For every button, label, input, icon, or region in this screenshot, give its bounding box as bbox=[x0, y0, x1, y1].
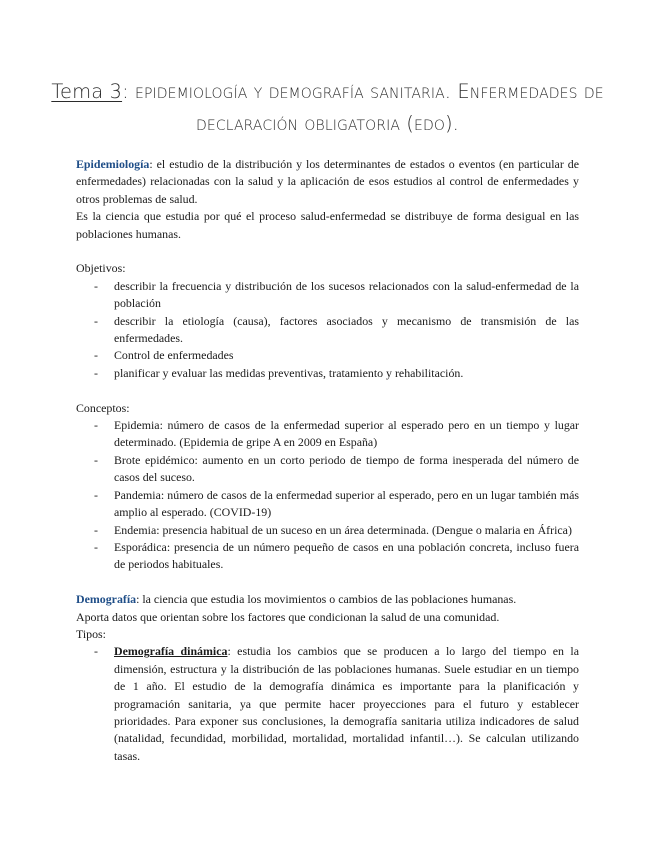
title-rest: : epidemiología y demografía sanitaria. Enfermedades de declaración obligatoria (edo). bbox=[122, 80, 604, 135]
demografia-definition-text: : la ciencia que estudia los movimientos o cambios de las poblaciones humanas. bbox=[136, 592, 517, 607]
page-title bbox=[40, 76, 615, 140]
list-item: - describir la etiología (causa), factores asociados y mecanismo de transmisión de las enfermedades. bbox=[76, 313, 579, 348]
objetivos-list bbox=[76, 278, 579, 382]
epidemiologia-definition bbox=[76, 156, 579, 208]
objetivos-heading: Objetivos: bbox=[76, 261, 126, 276]
epidemiologia-term: Epidemiología bbox=[76, 157, 150, 171]
demografia-term: Demografía bbox=[76, 592, 137, 607]
tipos-heading: Tipos: bbox=[76, 626, 106, 641]
spacer bbox=[76, 382, 579, 399]
list-item: - planificar y evaluar las medidas preventivas, tratamiento y rehabilitación. bbox=[76, 365, 579, 382]
conceptos-list bbox=[76, 417, 579, 574]
epidemiologia-definition-text: : el estudio de la distribución y los determinantes de estados o eventos (en particular de enfermedades) relacionadas con la salud y la aplicación de esos estudios al control de enfermedades y otros problemas de salud. bbox=[76, 157, 579, 206]
tipo-text: : estudia los cambios que se producen a lo largo del tiempo en la dimensión, estructura y la distribución de las poblaciones humanas. Suele estudiar en un tiempo de 1 año. El estudio de la demografía dinámica es importante para la planificación y programación sanitaria, ya que permite hacer proyecciones para el futuro y establecer prioridades. Para exponer sus conclusiones, la demografía sanitaria utiliza indicadores de salud (natalidad, fecundidad, morbilidad, mortalidad, mortalidad infantil…). Se calculan utilizando tasas. bbox=[114, 644, 579, 763]
list-item: - Endemia: presencia habitual de un suceso en un área determinada. (Dengue o malaria en África) bbox=[76, 522, 579, 539]
title-lead: Tema 3 bbox=[51, 80, 123, 103]
epidemiologia-extra: Es la ciencia que estudia por qué el proceso salud-enfermedad se distribuye de forma desigual en las poblaciones humanas. bbox=[76, 209, 579, 241]
list-item: - Epidemia: número de casos de la enfermedad superior al esperado pero en un tiempo y lugar determinado. (Epidemia de gripe A en 2009 en España) bbox=[76, 417, 579, 452]
list-item: - Esporádica: presencia de un número pequeño de casos en una población concreta, incluso fuera de periodos habituales. bbox=[76, 539, 579, 574]
document-body bbox=[76, 156, 579, 765]
list-item: - Brote epidémico: aumento en un corto periodo de tiempo de forma inesperada del número de casos del suceso. bbox=[76, 452, 579, 487]
demografia-definition bbox=[76, 591, 579, 608]
tipo-term: Demografía dinámica bbox=[114, 644, 228, 659]
conceptos-heading: Conceptos: bbox=[76, 400, 130, 415]
list-item: - Control de enfermedades bbox=[76, 347, 579, 364]
demografia-extra: Aporta datos que orientan sobre los factores que condicionan la salud de una comunidad. bbox=[76, 609, 500, 624]
spacer bbox=[76, 574, 579, 591]
list-item: - describir la frecuencia y distribución de los sucesos relacionados con la salud-enfermedad de la población bbox=[76, 278, 579, 313]
list-item bbox=[76, 643, 579, 765]
tipos-list bbox=[76, 643, 579, 765]
list-item: - Pandemia: número de casos de la enfermedad superior al esperado, pero en un lugar también más amplio al esperado. (COVID-19) bbox=[76, 487, 579, 522]
spacer bbox=[76, 243, 579, 260]
